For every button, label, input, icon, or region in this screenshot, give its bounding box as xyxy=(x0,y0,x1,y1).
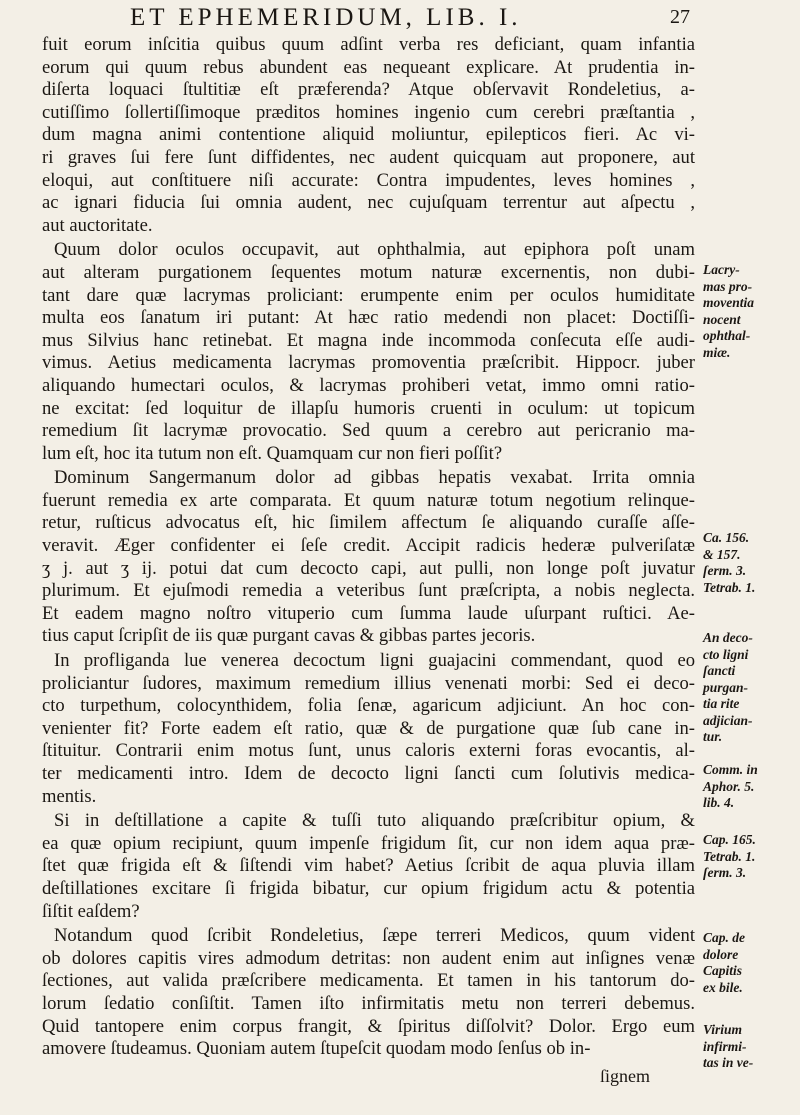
margin-note-line: lib. 4. xyxy=(703,795,735,810)
paragraph xyxy=(42,467,695,648)
text-line: fuerunt remedia ex arte comparata. Et quum naturæ totum negotium relinque- xyxy=(42,489,695,511)
text-line: amovere ſtudeamus. Quoniam autem ſtupeſcit quodam modo ſenſus ob in- xyxy=(42,1038,591,1060)
text-line: vimus. Aetius medicamenta lacrymas promoventia præſcribit. Hippocr. juber xyxy=(42,352,695,374)
text-line: aut auctoritate. xyxy=(42,214,153,236)
text-line: ʒ j. aut ʒ ij. potui dat cum decocto capi, aut pulli, non longe poſt juvatur xyxy=(42,557,695,579)
text-line: retur, ruſticus advocatus eſt, hic ſimilem affectum ſe aliquando curaſſe aſſe- xyxy=(42,512,695,534)
text-line: Quum dolor oculos occupavit, aut ophthalmia, aut epiphora poſt unam xyxy=(54,239,695,261)
text-line: ſectiones, aut valida præſcribere medicamenta. Et tamen in his tantorum do- xyxy=(42,970,695,992)
margin-note-line: tia rite xyxy=(703,696,740,711)
margin-note-line: Cap. 165. xyxy=(703,832,756,847)
text-line: Et eadem magno noſtro vituperio cum ſumma laude uſurpant ruſtici. Ae- xyxy=(42,602,695,624)
text-line: plurimum. Et ejuſmodi remedia a veteribus ſunt præſcripta, a nobis neglecta. xyxy=(42,580,695,602)
margin-note xyxy=(703,530,798,596)
margin-note-line: Tetrab. 1. xyxy=(703,848,756,864)
text-line: Dominum Sangermanum dolor ad gibbas hepatis vexabat. Irrita omnia xyxy=(54,467,695,489)
margin-note-line: Lacry- xyxy=(703,262,740,277)
margin-note-line: purgan- xyxy=(703,679,749,695)
text-line: veravit. Æger confidenter ei ſeſe credit. Accipit radicis hederæ pulveriſatæ xyxy=(42,535,695,557)
margin-note-line: Aphor. 5. xyxy=(703,778,755,794)
text-line: fuit eorum inſcitia quibus quum adſint verba res deficiant, quam infantia xyxy=(42,34,695,55)
text-line: dum magna animi contentione aliquid moliuntur, epilepticos fieri. Ac vi- xyxy=(42,124,695,146)
margin-note-line: Tetrab. 1. xyxy=(703,579,756,595)
paragraph xyxy=(42,34,695,237)
running-title: ET EPHEMERIDUM, LIB. I. xyxy=(130,4,522,31)
text-line: mentis. xyxy=(42,785,97,807)
margin-note-line: mas pro- xyxy=(703,278,753,294)
margin-note-line: An deco- xyxy=(703,630,753,645)
text-line: Si in deſtillatione a capite & tuſſi tuto aliquando præſcribitur opium, & xyxy=(54,810,695,832)
page-number: 27 xyxy=(670,6,690,28)
text-line: Notandum quod ſcribit Rondeletius, ſæpe terreri Medicos, quum vident xyxy=(54,925,695,947)
paragraph xyxy=(42,810,695,923)
margin-note xyxy=(703,930,798,996)
text-line: deſtillationes excitare ſi frigida bibatur, cur opium frigidum actu & potentia xyxy=(42,877,695,899)
text-line: ſiſtit eaſdem? xyxy=(42,900,140,922)
margin-note-line: tas in ve- xyxy=(703,1055,754,1070)
running-header xyxy=(130,4,690,34)
margin-note-line: ex bile. xyxy=(703,979,743,995)
paragraph xyxy=(42,925,695,1061)
margin-note-line: Capitis xyxy=(703,963,743,978)
text-line: lum eſt, hoc ita tutum non eſt. Quamquam cur non fieri poſſit? xyxy=(42,442,503,464)
text-line: cto turpethum, colocynthidem, folia ſenæ, agaricum adjiciunt. An hoc con- xyxy=(42,695,695,717)
margin-note-line: ophthal- xyxy=(703,328,751,343)
text-line: ri graves ſui fere ſunt diffidentes, nec audent quicquam aut proponere, aut xyxy=(42,146,695,168)
margin-note-line: & 157. xyxy=(703,546,741,562)
text-line: venienter fit? Forte eadem eſt ratio, quæ & de purgatione quæ ſub cane in- xyxy=(42,717,695,739)
margin-note-line: tur. xyxy=(703,729,723,744)
main-text-column xyxy=(42,34,695,1063)
text-line: mus Silvius hanc retinebat. Et magna inde incommoda conſecuta eſſe audi- xyxy=(42,329,695,351)
text-line: ea quæ opium recipiunt, quum impenſe frigidum ſit, cur non idem aqua præ- xyxy=(42,832,695,854)
text-line: remedium ſit lacrymæ provocatio. Sed quum a cerebro aut pericranio ma- xyxy=(42,420,695,442)
margin-note-line: infirmi- xyxy=(703,1038,747,1054)
margin-note-line: ſerm. 3. xyxy=(703,563,747,578)
text-line: ne excitat: ſed loquitur de illapſu humoris cruenti in oculum: ut topicum xyxy=(42,397,695,419)
text-line: lorum ſedatio conſiſtit. Tamen iſto infirmitatis metu non terreri debemus. xyxy=(42,992,695,1014)
text-line: aut alteram purgationem ſequentes motum naturæ excernentis, non dubi- xyxy=(42,261,695,283)
paragraph xyxy=(42,650,695,808)
text-line: eloqui, aut conſtituere niſi accurate: Contra impudentes, leves homines , xyxy=(42,169,695,191)
text-line: Quid tantopere enim corpus frangit, & ſpiritus diſſolvit? Dolor. Ergo eum xyxy=(42,1015,695,1037)
margin-note-line: cto ligni xyxy=(703,646,749,662)
margin-note-line: Ca. 156. xyxy=(703,530,750,545)
paragraph xyxy=(42,239,695,465)
text-line: multa eos ſanatum iri putant: At hæc ratio medendi non placet: Doctiſſi- xyxy=(42,307,695,329)
text-line: ob dolores capitis vires admodum detritas: non audent enim aut inſignes venæ xyxy=(42,947,695,969)
margin-note xyxy=(703,832,798,882)
margin-note xyxy=(703,1022,798,1072)
margin-note-line: ſancti xyxy=(703,663,736,678)
margin-note-line: nocent xyxy=(703,311,741,327)
margin-note-line: Cap. de xyxy=(703,930,745,945)
text-line: proliciantur ſudores, maximum remedium illius venenati morbi: Sed ei deco- xyxy=(42,672,695,694)
text-line: tius caput ſcripſit de iis quæ purgant cavas & gibbas partes jecoris. xyxy=(42,625,536,647)
text-line: ter medicamenti intro. Idem de decocto ligni ſancti cum ſolutivis medica- xyxy=(42,763,695,784)
text-line: diſerta loquaci ſtultitiæ eſt præferenda? Atque obſervavit Rondeletius, a- xyxy=(42,79,695,101)
margin-note xyxy=(703,262,798,361)
catchword: ſignem xyxy=(600,1066,650,1086)
text-line: cutiſſimo ſollertiſſimoque præditos homines ingenio cum cerebri præſtantia , xyxy=(42,101,695,123)
text-line: ſtet quæ frigida eſt & ſiſtendi vim habet? Aetius ſcribit de aqua pluvia illam xyxy=(42,855,695,877)
text-line: ſtituitur. Contrarii enim motus ſunt, unus caloris externi foras evocantis, al- xyxy=(42,740,695,762)
margin-note xyxy=(703,630,798,746)
text-line: tant dare quæ lacrymas proliciant: erumpente enim per oculos humiditate xyxy=(42,284,695,306)
margin-note-line: Comm. in xyxy=(703,762,758,777)
margin-note-line: miæ. xyxy=(703,344,731,360)
text-line: ac ignari fiducia ſui omnia audent, nec cujuſquam terrentur aut aſpectu , xyxy=(42,192,695,214)
margin-note xyxy=(703,762,798,812)
text-line: eorum qui quum rebus abundent eas nequeant explicare. At prudentia in- xyxy=(42,56,695,78)
margin-note-line: Virium xyxy=(703,1022,743,1037)
margin-note-line: adjician- xyxy=(703,712,753,728)
margin-note-line: ſerm. 3. xyxy=(703,865,747,880)
margin-note-line: moventia xyxy=(703,295,754,310)
margin-note-line: dolore xyxy=(703,946,739,962)
text-line: In profliganda lue venerea decoctum ligni guajacini commendant, quod eo xyxy=(54,650,695,672)
text-line: aliquando humectari oculos, & lacrymas prohiberi vetat, immo omni ratio- xyxy=(42,374,695,396)
